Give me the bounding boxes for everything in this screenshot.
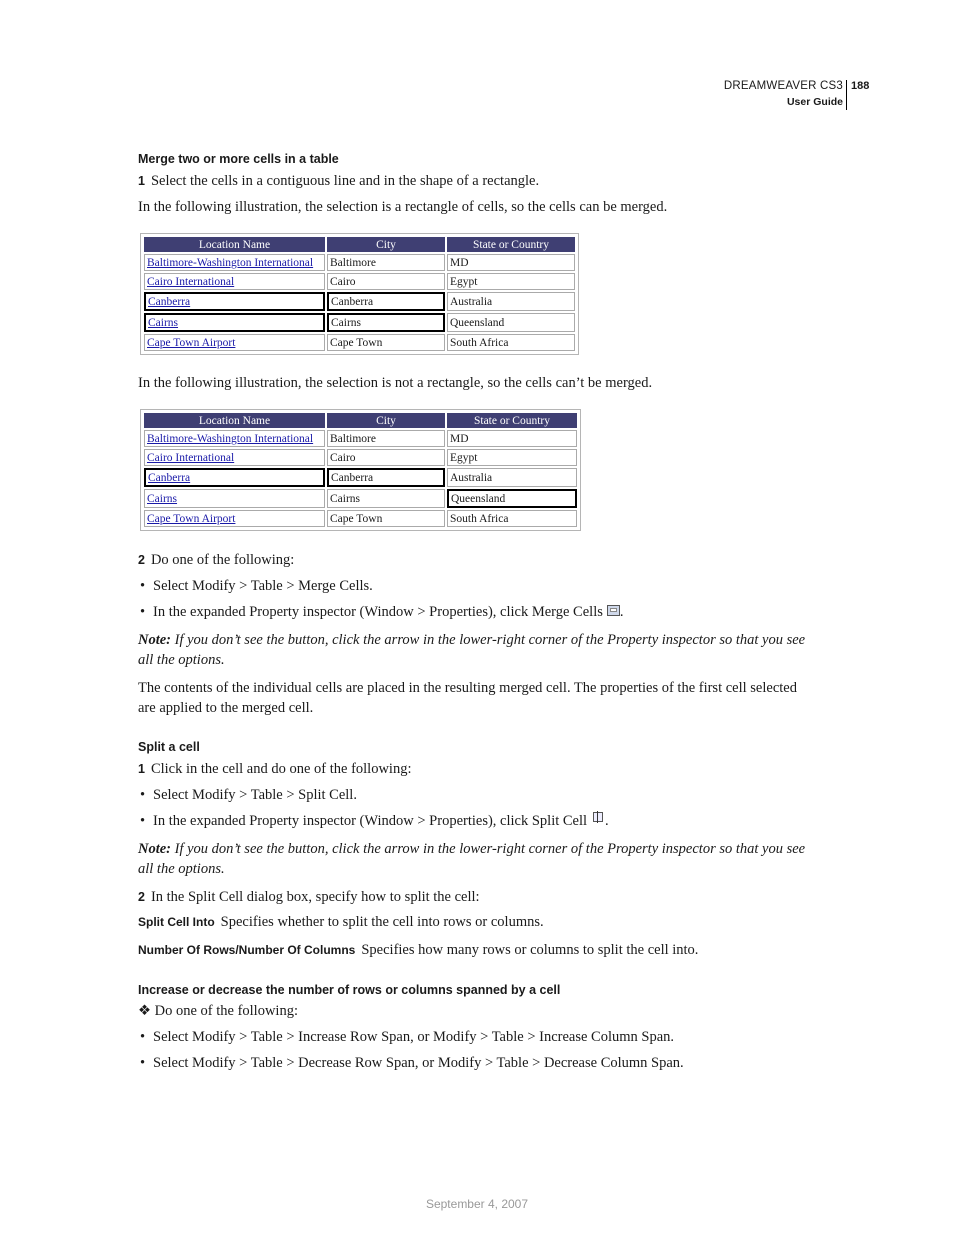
list-item <box>140 578 373 595</box>
list-item <box>140 787 357 804</box>
list-item <box>140 1029 674 1046</box>
split-step-2 <box>138 888 818 908</box>
cell-state: MD <box>447 254 575 271</box>
note-label: Note: <box>138 632 172 648</box>
cell-city: Cairns <box>327 313 445 332</box>
col-header-location: Location Name <box>144 413 325 428</box>
merge-step-2 <box>138 551 818 571</box>
location-link[interactable]: Cape Town Airport <box>147 336 236 349</box>
cell-location <box>144 292 325 311</box>
list-item <box>140 1055 684 1072</box>
merge-heading: Merge two or more cells in a table <box>138 152 339 166</box>
table-row <box>144 334 575 351</box>
table-row <box>144 430 577 447</box>
cell-city: Baltimore <box>327 254 445 271</box>
step-number: 1 <box>138 762 145 776</box>
example-table <box>142 235 577 353</box>
span-step: ❖ Do one of the following: <box>138 1003 298 1019</box>
location-link[interactable]: Canberra <box>148 295 191 308</box>
step-number: 2 <box>138 890 145 904</box>
location-link[interactable]: Baltimore-Washington International <box>147 432 314 445</box>
term-desc: Specifies whether to split the cell into rows or columns. <box>220 914 544 930</box>
list-item-text: In the expanded Property inspector (Window > Properties), click Split Cell <box>153 813 588 829</box>
cell-state: Australia <box>447 292 575 311</box>
col-header-state: State or Country <box>447 413 577 428</box>
split-heading: Split a cell <box>138 740 200 754</box>
cell-city: Baltimore <box>327 430 445 447</box>
bullet-icon: • <box>140 787 146 803</box>
cell-location <box>144 313 325 332</box>
col-header-state: State or Country <box>447 237 575 252</box>
list-item-text: Select Modify > Table > Split Cell. <box>153 787 357 803</box>
cell-city: Cairo <box>327 273 445 290</box>
location-link[interactable]: Cairo International <box>147 275 235 288</box>
cell-location <box>144 489 325 508</box>
note-text: If you don’t see the button, click the arrow in the lower-right corner of the Property inspector so that you see all the options. <box>138 841 806 877</box>
table-row <box>144 292 575 311</box>
table-row <box>144 489 577 508</box>
col-header-city: City <box>327 237 445 252</box>
cell-city: Cape Town <box>327 334 445 351</box>
table-row <box>144 254 575 271</box>
term-label: Number Of Rows/Number Of Columns <box>138 943 356 957</box>
header-block <box>724 78 843 110</box>
step-text: In the Split Cell dialog box, specify how to split the cell: <box>150 889 480 905</box>
cell-state: Queensland <box>447 489 577 508</box>
merge-para-rect: In the following illustration, the selection is a rectangle of cells, so the cells can be merged. <box>138 199 668 215</box>
span-heading: Increase or decrease the number of rows or columns spanned by a cell <box>138 983 561 997</box>
table-row <box>144 313 575 332</box>
note-text: If you don’t see the button, click the arrow in the lower-right corner of the Property inspector so that you see all the options. <box>138 632 806 668</box>
example-table-notrect <box>140 409 581 531</box>
list-item-text: Select Modify > Table > Merge Cells. <box>153 578 373 594</box>
bullet-icon: • <box>140 578 146 594</box>
page-number: 188 <box>851 80 870 92</box>
cell-location <box>144 430 325 447</box>
list-item: • In the expanded Property inspector (Window > Properties), click Split Cell . <box>140 813 609 829</box>
cell-location <box>144 254 325 271</box>
example-table <box>142 411 579 529</box>
header-divider <box>846 80 847 110</box>
split-step-1 <box>138 760 818 780</box>
term-label: Split Cell Into <box>138 915 215 929</box>
cell-state: Australia <box>447 468 577 487</box>
cell-state: South Africa <box>447 334 575 351</box>
step-number: 1 <box>138 174 145 188</box>
location-link[interactable]: Cairo International <box>147 451 235 464</box>
table-header-row <box>144 237 575 252</box>
cell-city: Canberra <box>327 468 445 487</box>
cell-city: Cairo <box>327 449 445 466</box>
bullet-icon: • <box>140 813 146 829</box>
cell-state: Queensland <box>447 313 575 332</box>
bullet-icon: • <box>140 1029 146 1045</box>
guide-name: User Guide <box>786 96 843 108</box>
cell-city: Cairns <box>327 489 445 508</box>
location-link[interactable]: Cairns <box>147 492 178 505</box>
table-row <box>144 510 577 527</box>
bullet-icon: • <box>140 604 146 620</box>
table-row <box>144 468 577 487</box>
location-link[interactable]: Baltimore-Washington International <box>147 256 314 269</box>
cell-location <box>144 273 325 290</box>
location-link[interactable]: Canberra <box>148 471 191 484</box>
merge-para-notrect: In the following illustration, the selection is not a rectangle, so the cells can’t be merged. <box>138 375 653 391</box>
location-link[interactable]: Cairns <box>148 316 179 329</box>
split-note <box>138 839 818 879</box>
list-item-text: Select Modify > Table > Decrease Row Span, or Modify > Table > Decrease Column Span. <box>153 1055 684 1071</box>
cell-state: Egypt <box>447 449 577 466</box>
col-header-location: Location Name <box>144 237 325 252</box>
step-number: 2 <box>138 553 145 567</box>
merge-step-1 <box>138 172 818 192</box>
step-text: Do one of the following: <box>150 552 295 568</box>
location-link[interactable]: Cape Town Airport <box>147 512 236 525</box>
col-header-city: City <box>327 413 445 428</box>
cell-location <box>144 510 325 527</box>
merge-cells-icon <box>607 605 620 616</box>
split-cell-icon <box>591 811 605 824</box>
list-item: • In the expanded Property inspector (Window > Properties), click Merge Cells . <box>140 604 624 620</box>
cell-location <box>144 334 325 351</box>
table-header-row <box>144 413 577 428</box>
term-number-of-rows <box>138 941 818 961</box>
example-table-rect <box>140 233 579 355</box>
cell-city: Canberra <box>327 292 445 311</box>
merge-para-result: The contents of the individual cells are placed in the resulting merged cell. The properties of the first cell selected are applied to the merged cell. <box>138 680 797 716</box>
list-item-text: In the expanded Property inspector (Window > Properties), click Merge Cells <box>153 604 603 620</box>
term-split-cell-into <box>138 913 818 933</box>
note-label: Note: <box>138 841 172 857</box>
cell-location <box>144 449 325 466</box>
step-text: Select the cells in a contiguous line and in the shape of a rectangle. <box>150 173 540 189</box>
list-item-text: Select Modify > Table > Increase Row Span, or Modify > Table > Increase Column Span. <box>153 1029 675 1045</box>
table-row <box>144 273 575 290</box>
footer-date: September 4, 2007 <box>425 1197 529 1211</box>
product-name: DREAMWEAVER CS3 <box>723 80 843 92</box>
cell-state: South Africa <box>447 510 577 527</box>
cell-location <box>144 468 325 487</box>
cell-city: Cape Town <box>327 510 445 527</box>
bullet-icon: • <box>140 1055 146 1071</box>
merge-note <box>138 630 818 670</box>
term-desc: Specifies how many rows or columns to split the cell into. <box>361 942 699 958</box>
step-text: Click in the cell and do one of the following: <box>150 761 412 777</box>
table-row <box>144 449 577 466</box>
cell-state: MD <box>447 430 577 447</box>
cell-state: Egypt <box>447 273 575 290</box>
